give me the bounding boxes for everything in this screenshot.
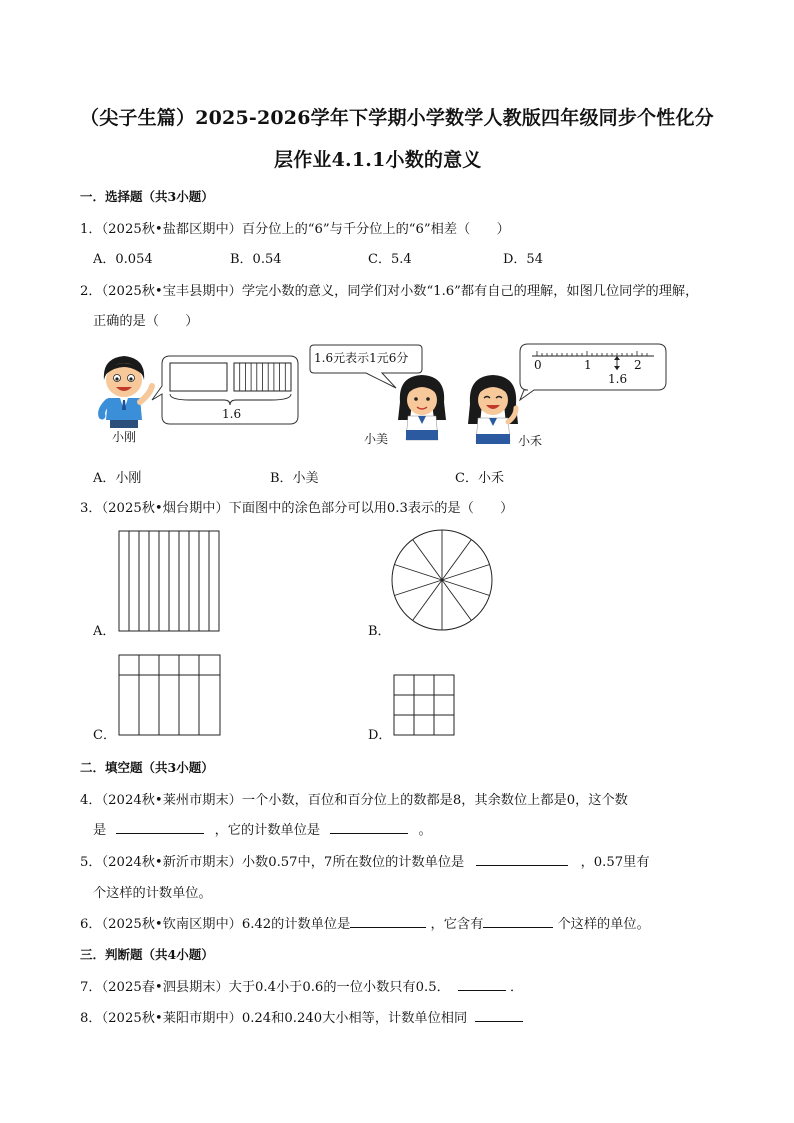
name-label-xiaogang: 小刚 <box>112 430 137 444</box>
document-title-line2: 层作业4.1.1小数的意义 <box>274 149 482 171</box>
question-7-text-b: ． <box>510 980 524 995</box>
ruler-label-2: 2 <box>634 358 642 372</box>
section-heading-fill-blank: 二．填空题（共3小题） <box>80 760 214 775</box>
question-4-text-a: 是 <box>93 823 107 838</box>
question-3-option-b[interactable]: B． <box>368 624 391 639</box>
ruler-label-mark: 1.6 <box>608 372 628 386</box>
question-2-option-c[interactable]: C．小禾 <box>455 471 504 486</box>
bubble1-value-label: 1.6 <box>222 407 242 421</box>
question-7-text-a: 7．（2025春•泗县期末）大于0.4小于0.6的一位小数只有0.5． <box>80 980 450 995</box>
question-1-option-d[interactable]: D．54 <box>503 252 543 267</box>
question-5-blank-1[interactable] <box>476 851 568 866</box>
figure-c-grid <box>118 654 222 736</box>
question-2-option-a[interactable]: A．小刚 <box>93 471 142 486</box>
figure-d-3x3-grid <box>393 674 455 736</box>
question-2-text-line1: 2．（2025秋•宝丰县期中）学完小数的意义，同学们对小数“1.6”都有自己的理解，如图几位同学的理解， <box>80 284 699 299</box>
question-8-text-a: 8．（2025秋•莱阳市期中）0.24和0.240大小相等，计数单位相同 <box>80 1011 468 1026</box>
question-1-text: 1．（2025秋•盐都区期中）百分位上的“6”与千分位上的“6”相差（ ） <box>80 222 510 237</box>
question-6-text-b: ，它含有 <box>430 917 484 932</box>
figure-a-ten-strips <box>118 530 220 632</box>
section-heading-choice: 一．选择题（共3小题） <box>80 189 214 204</box>
document-title-line1: （尖子生篇）2025-2026学年下学期小学数学人教版四年级同步个性化分 <box>80 107 714 129</box>
name-label-xiaohe: 小禾 <box>518 434 543 448</box>
question-3-option-c[interactable]: C． <box>93 728 116 743</box>
question-6-text-c: 个这样的单位。 <box>557 917 650 932</box>
question-4-text-c: 。 <box>418 823 432 838</box>
ruler-label-1: 1 <box>584 358 592 372</box>
question-2-text-line2: 正确的是（ ） <box>93 314 199 329</box>
speech-bubble-xiaohe-ruler <box>500 342 668 402</box>
question-1-option-b[interactable]: B．0.54 <box>230 252 282 267</box>
question-8-blank[interactable] <box>475 1007 523 1022</box>
question-7-blank[interactable] <box>458 976 506 991</box>
question-4-line2 <box>93 819 432 838</box>
question-6-blank-2[interactable] <box>483 913 553 928</box>
question-4-text-b: ，它的计数单位是 <box>214 823 321 838</box>
question-2-option-b[interactable]: B．小美 <box>270 471 319 486</box>
question-7-line <box>80 976 523 995</box>
question-1-option-c[interactable]: C．5.4 <box>368 252 412 267</box>
question-3-option-d[interactable]: D． <box>368 728 392 743</box>
question-6-text-a: 6．（2025秋•钦南区期中）6.42的计数单位是 <box>80 917 351 932</box>
section-heading-true-false: 三．判断题（共4小题） <box>80 947 214 962</box>
question-6-line <box>80 913 650 932</box>
bubble2-text: 1.6元表示1元6分 <box>314 351 409 365</box>
question-3-text: 3．（2025秋•烟台期中）下面图中的涂色部分可以用0.3表示的是（ ） <box>80 501 514 516</box>
question-1-option-a[interactable]: A．0.054 <box>93 252 153 267</box>
boy-xiaogang-illustration <box>92 350 158 430</box>
question-4-blank-2[interactable] <box>330 819 408 834</box>
question-6-blank-1[interactable] <box>350 913 426 928</box>
question-4-blank-1[interactable] <box>116 819 204 834</box>
figure-b-circle-sectors <box>390 528 494 632</box>
name-label-xiaomei: 小美 <box>364 432 389 446</box>
question-5-text-a: 5．（2024秋•新沂市期末）小数0.57中，7所在数位的计数单位是 <box>80 855 465 870</box>
girl-xiaomei-illustration <box>392 372 452 444</box>
question-8-line <box>80 1007 523 1026</box>
question-5-line1 <box>80 851 650 870</box>
question-5-text-b: ，0.57里有 <box>580 855 650 870</box>
question-4-text-line1: 4．（2024秋•莱州市期末）一个小数，百位和百分位上的数都是8，其余数位上都是0，这个数 <box>80 793 628 808</box>
question-5-text-line2: 个这样的计数单位。 <box>93 886 212 901</box>
question-3-option-a[interactable]: A． <box>93 624 116 639</box>
ruler-label-0: 0 <box>534 358 542 372</box>
